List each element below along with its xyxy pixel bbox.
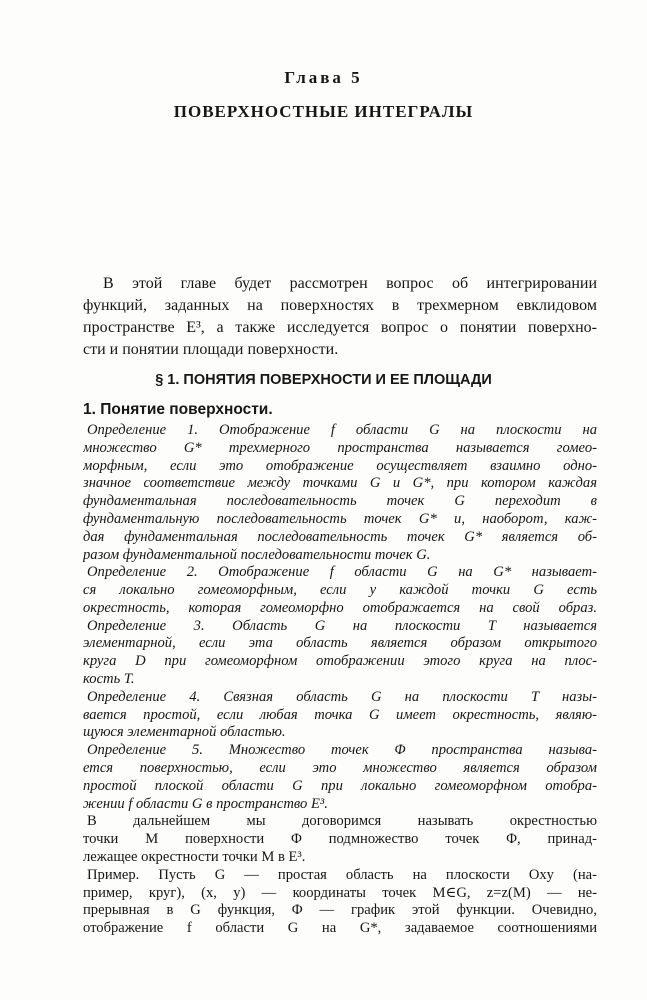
intro-line: функций, заданных на поверхностях в трехмерном евклидовом (83, 297, 597, 314)
body-line: лежащее окрестности точки M в E³. (83, 849, 306, 865)
body-line: точки M поверхности Φ подмножество точек Φ, принад- (83, 831, 597, 847)
body-line: простой плоской области G при локально гомеоморфном отобра- (83, 778, 597, 794)
body-line: разом фундаментальной последовательности точек G. (83, 547, 431, 563)
body-line: дая фундаментальная последовательность точек G* является об- (83, 529, 597, 545)
body-line: элементарной, если эта область является образом открытого (83, 635, 597, 651)
body-line: Определение 1. Отображение f области G на плоскости на (87, 422, 597, 438)
subsection-title: 1. Понятие поверхности. (83, 401, 273, 418)
body-line: множество G* трехмерного пространства называется гомео- (83, 440, 597, 456)
body-line: кость T. (83, 671, 135, 687)
body-line: ется поверхностью, если это множество является образом (83, 760, 597, 776)
body-line: Определение 4. Связная область G на плоскости T назы- (87, 689, 597, 705)
body-line: значное соответствие между точками G и G*, при котором каждая (83, 475, 597, 491)
section-title: § 1. ПОНЯТИЯ ПОВЕРХНОСТИ И ЕЕ ПЛОЩАДИ (155, 372, 492, 388)
body-line: В дальнейшем мы договоримся называть окрестностью (87, 813, 597, 829)
body-line: фундаментальная последовательность точек G переходит в (83, 493, 597, 509)
intro-line: В этой главе будет рассмотрен вопрос об интегрировании (103, 275, 597, 292)
body-line: отображение f области G на G*, задаваемое соотношениями (83, 920, 597, 936)
intro-line: пространстве E³, а также исследуется вопрос о понятии поверхно- (83, 319, 597, 336)
body-line: щуюся элементарной областью. (83, 724, 286, 740)
body-line: ся локально гомеоморфным, если у каждой точки G есть (83, 582, 597, 598)
intro-line: сти и понятии площади поверхности. (83, 341, 339, 358)
body-line: Пример. Пусть G — простая область на плоскости Oxy (на- (87, 867, 597, 883)
body-line: Определение 5. Множество точек Φ пространства называ- (87, 742, 597, 758)
body-line: круга D при гомеоморфном отображении этого круга на плос- (83, 653, 597, 669)
body-line: окрестность, которая гомеоморфно отображается на свой образ. (83, 600, 597, 616)
body-line: морфным, если это отображение осуществляет взаимно одно- (83, 458, 597, 474)
body-line: фундаментальную последовательность точек G* и, наоборот, каж- (83, 511, 597, 527)
chapter-title: ПОВЕРХНОСТНЫЕ ИНТЕГРАЛЫ (173, 102, 474, 121)
body-line: Определение 3. Область G на плоскости T называется (87, 618, 597, 634)
chapter-number: Глава 5 (284, 68, 363, 87)
body-line: Определение 2. Отображение f области G на G* называет- (87, 564, 597, 580)
body-line: вается простой, если любая точка G имеет окрестность, являю- (83, 707, 597, 723)
body-line: прерывная в G функция, Φ — график этой функции. Очевидно, (83, 902, 597, 918)
body-line: жении f области G в пространство E³. (83, 796, 328, 812)
body-line: пример, круг), (x, y) — координаты точек M∈G, z=z(M) — не- (83, 885, 597, 901)
